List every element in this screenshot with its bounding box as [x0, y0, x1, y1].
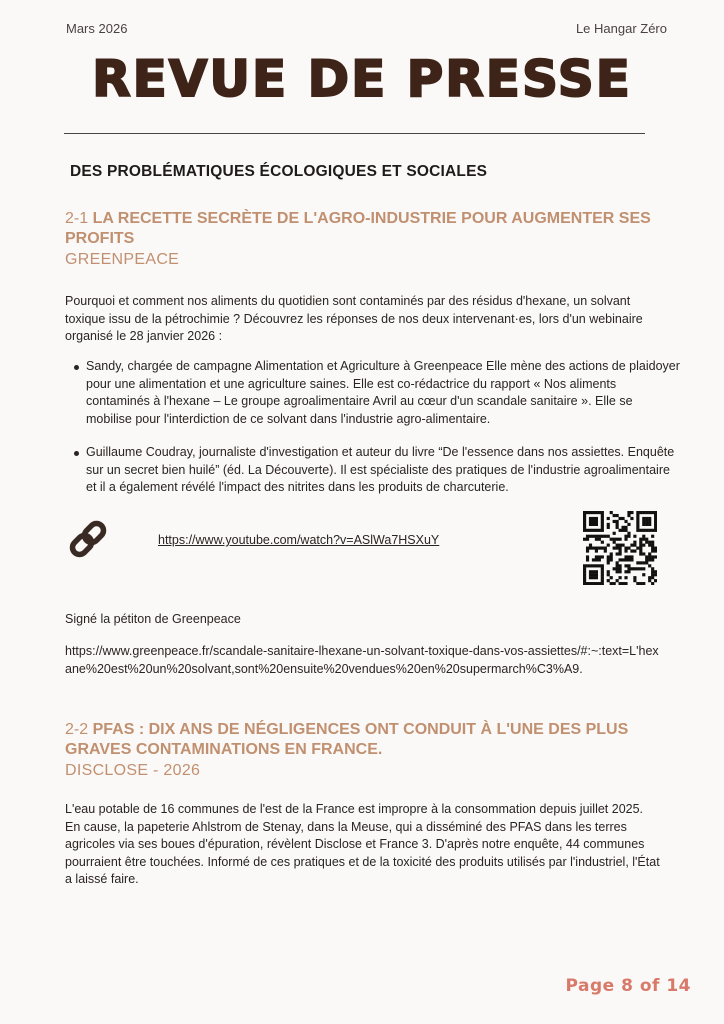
- article-1-number: 2-1: [65, 210, 89, 227]
- chain-link-icon: [66, 517, 110, 561]
- article-2-body: L'eau potable de 16 communes de l'est de la France est impropre à la consommation depuis juillet 2025. En cause, la papeterie Ahlstrom de Stenay, dans la Meuse, qui a disséminé des PFAS dans les terres agricoles via ses boues d'épuration, révèlent Disclose et France 3. D'après notre enquête, 44 communes pourraient être touchées. Informé de ces pratiques et de la toxicité des produits utilisés par l'industriel, l'État a laissé faire.: [65, 802, 660, 886]
- article-1-title: LA RECETTE SECRÈTE DE L'AGRO-INDUSTRIE POUR AUGMENTER SES PROFITS: [65, 210, 651, 247]
- youtube-link[interactable]: https://www.youtube.com/watch?v=ASlWa7HSXuY: [158, 533, 440, 547]
- article-2-heading: [65, 720, 665, 760]
- article-2-number: 2-2: [65, 721, 89, 738]
- article-1-bullets: [65, 358, 681, 513]
- list-item: Sandy, chargée de campagne Alimentation et Agriculture à Greenpeace Elle mène des actions de plaidoyer pour une alimentation et une agriculture saines. Elle est co-rédactrice du rapport « Nos aliments contaminés à l'hexane – Le groupe agroalimentaire Avril au cœur d'un scandale sanitaire ». Elle se mobilise pour l'interdiction de ce solvant dans l'industrie agro-alimentaire.: [86, 358, 681, 428]
- header-brand: Le Hangar Zéro: [575, 21, 667, 36]
- title-divider: [64, 133, 645, 134]
- list-item: Guillaume Coudray, journaliste d'investigation et auteur du livre “De l'essence dans nos assiettes. Enquête sur un secret bien huilé” (éd. La Découverte). Il est spécialiste des pratiques de l'industrie agroalimentaire et il a également révélé l'impact des nitrites dans les produits de charcuterie.: [86, 444, 681, 497]
- article-1-source: GREENPEACE: [65, 251, 180, 268]
- qr-code-icon: [583, 511, 657, 585]
- article-1-heading: [65, 209, 665, 249]
- article-1-intro: Pourquoi et comment nos aliments du quotidien sont contaminés par des résidus d'hexane, un solvant toxique issu de la pétrochimie ? Découvrez les réponses de nos deux intervenant·es, lors d'un webinaire organisé le 28 janvier 2026 :: [65, 294, 643, 343]
- page-number: Page 8 of 14: [565, 976, 691, 996]
- petition-text: Signé la pétiton de Greenpeace: [65, 612, 241, 626]
- header-date: Mars 2026: [66, 21, 128, 36]
- page-title: REVUE DE PRESSE: [92, 50, 632, 108]
- article-2-title: PFAS : DIX ANS DE NÉGLIGENCES ONT CONDUIT À L'UNE DES PLUS GRAVES CONTAMINATIONS EN FRANCE.: [65, 721, 629, 758]
- petition-url[interactable]: https://www.greenpeace.fr/scandale-sanitaire-lhexane-un-solvant-toxique-dans-vos-assiettes/#:~:text=L'hexane%20est%20un%20solvant,sont%20ensuite%20vendues%20en%20supermarch%C3%A9.: [65, 644, 659, 676]
- section-title: DES PROBLÉMATIQUES ÉCOLOGIQUES ET SOCIALES: [70, 163, 488, 180]
- article-2-source: DISCLOSE - 2026: [65, 762, 201, 779]
